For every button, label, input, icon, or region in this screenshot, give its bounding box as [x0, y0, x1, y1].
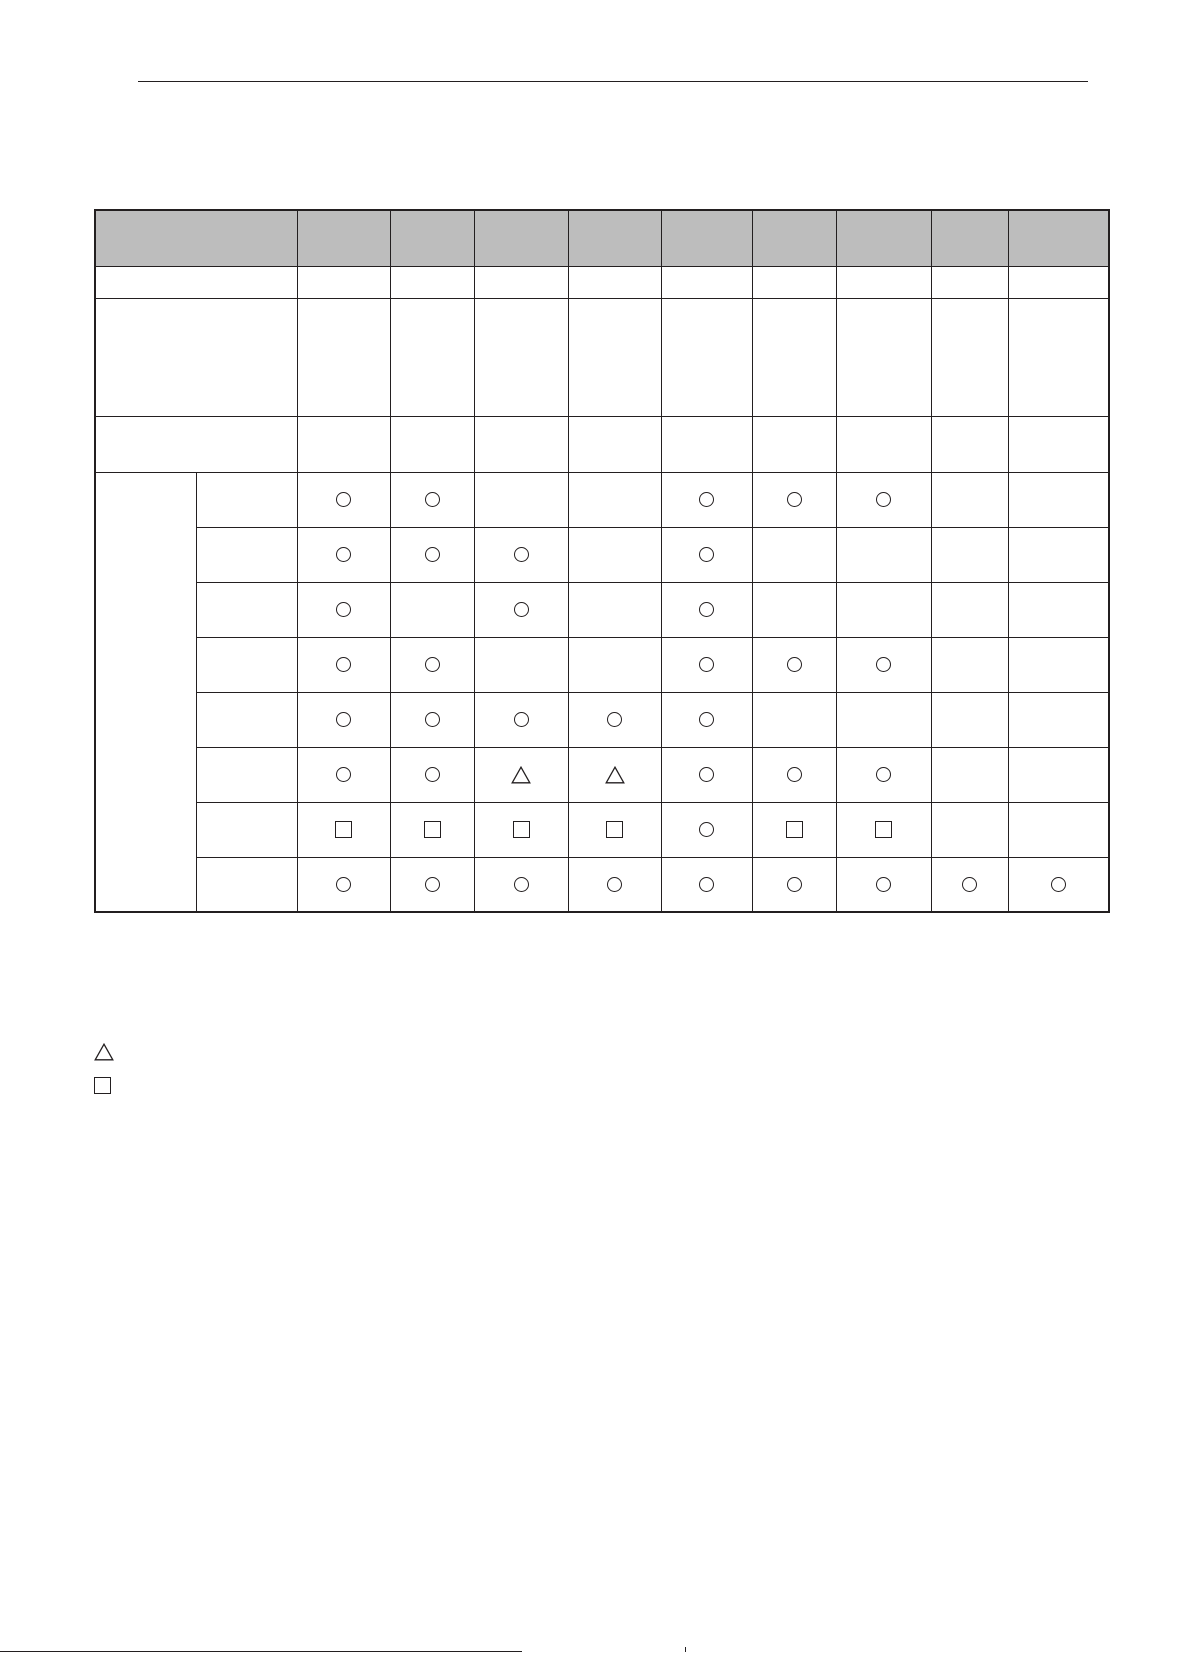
table-cell	[836, 582, 931, 637]
table-cell	[474, 802, 568, 857]
row-label-cell	[196, 527, 297, 582]
table-cell	[568, 298, 661, 416]
table-row	[95, 857, 1109, 912]
table-cell	[474, 416, 568, 472]
table-cell	[568, 802, 661, 857]
circle-icon	[514, 877, 529, 892]
table-cell	[568, 472, 661, 527]
circle-icon	[876, 877, 891, 892]
circle-icon	[699, 822, 714, 837]
table-cell	[474, 857, 568, 912]
table-cell	[297, 416, 390, 472]
circle-icon	[876, 492, 891, 507]
footer-rule	[0, 1651, 522, 1652]
legend-item	[94, 1043, 114, 1061]
table-header-row	[95, 210, 1109, 266]
table-cell	[1008, 298, 1109, 416]
table-cell	[931, 747, 1008, 802]
circle-icon	[607, 712, 622, 727]
table-cell	[661, 298, 752, 416]
circle-icon	[425, 657, 440, 672]
table-cell	[297, 692, 390, 747]
table-cell	[931, 472, 1008, 527]
circle-icon	[699, 547, 714, 562]
circle-icon	[336, 602, 351, 617]
table-cell	[1008, 266, 1109, 298]
table-cell	[836, 747, 931, 802]
table-cell	[661, 692, 752, 747]
row-label-cell	[95, 298, 297, 416]
table-cell	[752, 527, 836, 582]
table-row	[95, 747, 1109, 802]
square-icon	[424, 821, 441, 838]
circle-icon	[425, 547, 440, 562]
row-label-cell	[95, 416, 297, 472]
table-row	[95, 802, 1109, 857]
table-cell	[1008, 857, 1109, 912]
table-cell	[661, 527, 752, 582]
circle-icon	[699, 877, 714, 892]
table-header-cell	[836, 210, 931, 266]
specification-table	[94, 209, 1110, 913]
table-header-cell	[95, 210, 297, 266]
table-cell	[568, 857, 661, 912]
table-cell	[836, 857, 931, 912]
table-cell	[661, 416, 752, 472]
table-cell	[297, 857, 390, 912]
table-cell	[390, 472, 474, 527]
table-cell	[297, 527, 390, 582]
table-cell	[931, 692, 1008, 747]
table-cell	[390, 637, 474, 692]
table-cell	[390, 747, 474, 802]
table-row	[95, 637, 1109, 692]
row-group-cell	[95, 472, 196, 912]
row-label-cell	[196, 802, 297, 857]
footer-tick-mark	[685, 1647, 686, 1652]
table-cell	[297, 266, 390, 298]
circle-icon	[336, 657, 351, 672]
table-cell	[931, 582, 1008, 637]
table-cell	[836, 472, 931, 527]
table-cell	[836, 298, 931, 416]
table-cell	[474, 747, 568, 802]
table-cell	[390, 298, 474, 416]
table-cell	[931, 637, 1008, 692]
table-cell	[568, 747, 661, 802]
circle-icon	[336, 492, 351, 507]
table-cell	[752, 266, 836, 298]
table-cell	[661, 802, 752, 857]
table-row	[95, 692, 1109, 747]
table-cell	[568, 266, 661, 298]
table-cell	[474, 472, 568, 527]
table-cell	[474, 266, 568, 298]
legend-item	[94, 1077, 111, 1094]
circle-icon	[514, 712, 529, 727]
row-label-cell	[95, 266, 297, 298]
table-cell	[568, 692, 661, 747]
table-cell	[931, 857, 1008, 912]
circle-icon	[336, 712, 351, 727]
triangle-icon	[94, 1043, 114, 1061]
table-cell	[390, 857, 474, 912]
table-cell	[752, 582, 836, 637]
table-cell	[474, 582, 568, 637]
table-cell	[297, 472, 390, 527]
table-cell	[931, 298, 1008, 416]
row-label-cell	[196, 692, 297, 747]
circle-icon	[876, 657, 891, 672]
table-row	[95, 298, 1109, 416]
header-rule	[138, 81, 1088, 82]
table-cell	[1008, 472, 1109, 527]
square-icon	[94, 1077, 111, 1094]
table-cell	[836, 416, 931, 472]
circle-icon	[787, 492, 802, 507]
circle-icon	[876, 767, 891, 782]
table-cell	[297, 802, 390, 857]
circle-icon	[336, 547, 351, 562]
table-cell	[474, 637, 568, 692]
table-header-cell	[1008, 210, 1109, 266]
table-cell	[568, 416, 661, 472]
circle-icon	[699, 767, 714, 782]
table-cell	[1008, 692, 1109, 747]
circle-icon	[514, 547, 529, 562]
table-cell	[661, 637, 752, 692]
row-label-cell	[196, 857, 297, 912]
table-row	[95, 472, 1109, 527]
circle-icon	[699, 657, 714, 672]
row-label-cell	[196, 472, 297, 527]
table-cell	[752, 416, 836, 472]
table-cell	[661, 582, 752, 637]
circle-icon	[962, 877, 977, 892]
circle-icon	[425, 767, 440, 782]
square-icon	[786, 821, 803, 838]
table-cell	[836, 637, 931, 692]
table-row	[95, 266, 1109, 298]
row-label-cell	[196, 747, 297, 802]
triangle-icon	[511, 766, 531, 784]
table-cell	[752, 802, 836, 857]
circle-icon	[787, 877, 802, 892]
table-cell	[752, 857, 836, 912]
circle-icon	[787, 767, 802, 782]
row-label-cell	[196, 637, 297, 692]
circle-icon	[1051, 877, 1066, 892]
table-cell	[297, 582, 390, 637]
table-cell	[297, 298, 390, 416]
table-header-cell	[931, 210, 1008, 266]
table-row	[95, 416, 1109, 472]
table-cell	[1008, 582, 1109, 637]
circle-icon	[425, 712, 440, 727]
circle-icon	[699, 492, 714, 507]
circle-icon	[336, 877, 351, 892]
circle-icon	[336, 767, 351, 782]
triangle-icon	[605, 766, 625, 784]
table-cell	[752, 747, 836, 802]
table-cell	[1008, 637, 1109, 692]
table-cell	[568, 527, 661, 582]
table-row	[95, 582, 1109, 637]
table-cell	[1008, 416, 1109, 472]
table-header-cell	[568, 210, 661, 266]
table-cell	[661, 472, 752, 527]
table-header-cell	[474, 210, 568, 266]
table-cell	[1008, 802, 1109, 857]
square-icon	[513, 821, 530, 838]
circle-icon	[425, 877, 440, 892]
table-cell	[390, 582, 474, 637]
circle-icon	[787, 657, 802, 672]
table-cell	[836, 692, 931, 747]
table-cell	[390, 266, 474, 298]
table-cell	[661, 857, 752, 912]
table-cell	[661, 266, 752, 298]
table-cell	[752, 472, 836, 527]
circle-icon	[699, 712, 714, 727]
row-label-cell	[196, 582, 297, 637]
table-cell	[752, 692, 836, 747]
table-cell	[752, 637, 836, 692]
table-cell	[836, 527, 931, 582]
table-cell	[661, 747, 752, 802]
square-icon	[875, 821, 892, 838]
circle-icon	[425, 492, 440, 507]
table-header-cell	[661, 210, 752, 266]
circle-icon	[699, 602, 714, 617]
table-cell	[390, 802, 474, 857]
table-cell	[297, 637, 390, 692]
table-cell	[836, 802, 931, 857]
table-cell	[931, 802, 1008, 857]
table-cell	[836, 266, 931, 298]
table-row	[95, 527, 1109, 582]
table-cell	[474, 692, 568, 747]
table-header-cell	[752, 210, 836, 266]
table-cell	[297, 747, 390, 802]
table-cell	[1008, 747, 1109, 802]
table-header-cell	[297, 210, 390, 266]
square-icon	[606, 821, 623, 838]
table-cell	[931, 266, 1008, 298]
table-cell	[568, 582, 661, 637]
table-cell	[474, 298, 568, 416]
table-cell	[390, 692, 474, 747]
square-icon	[335, 821, 352, 838]
table-cell	[390, 416, 474, 472]
circle-icon	[607, 877, 622, 892]
table-cell	[1008, 527, 1109, 582]
table-cell	[931, 416, 1008, 472]
table-cell	[568, 637, 661, 692]
circle-icon	[514, 602, 529, 617]
table-cell	[390, 527, 474, 582]
table-cell	[474, 527, 568, 582]
table-cell	[931, 527, 1008, 582]
table-cell	[752, 298, 836, 416]
table-header-cell	[390, 210, 474, 266]
